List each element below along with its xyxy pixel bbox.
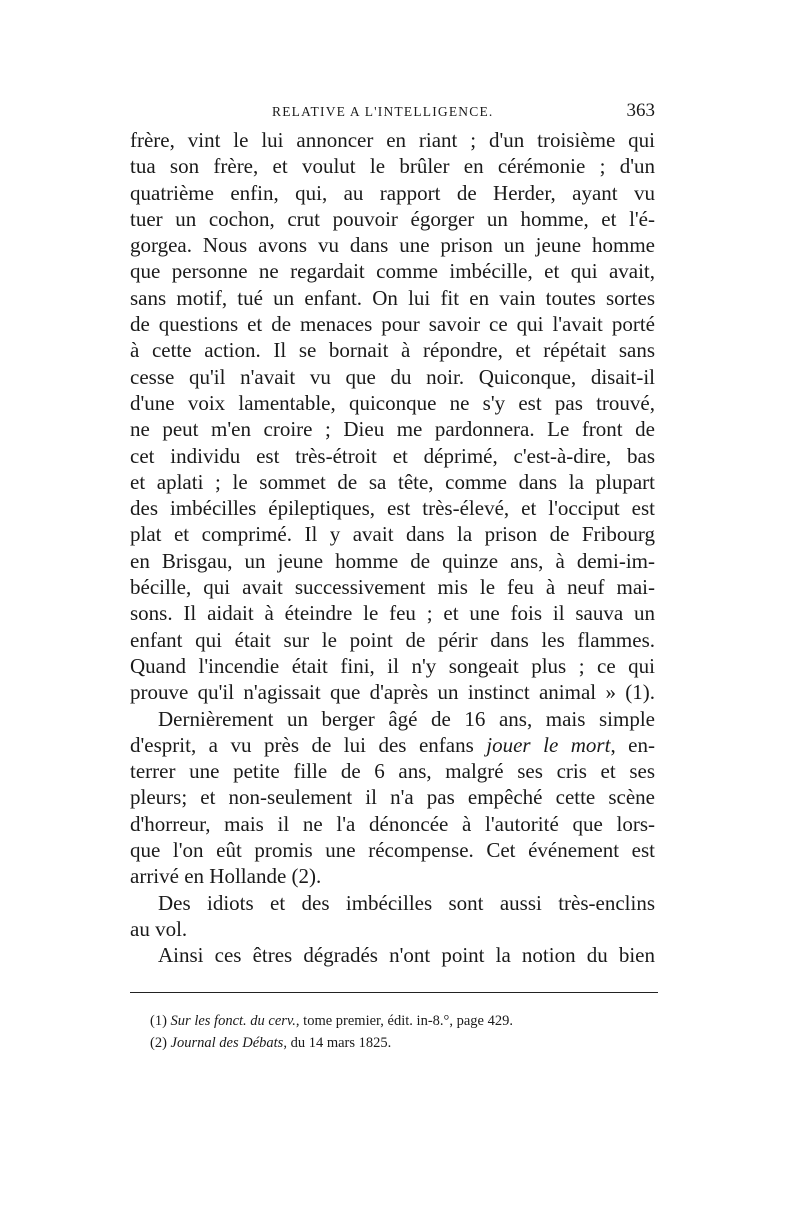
text-line: bécille, qui avait successivement mis le feu à neuf mai- xyxy=(130,575,655,600)
italic-phrase: jouer le mort xyxy=(486,732,611,757)
text-line: d'une voix lamentable, quiconque ne s'y est pas trouvé, xyxy=(130,390,655,415)
text-line: que l'on eût promis une récompense. Cet événement est xyxy=(130,838,655,863)
text-line: prouve qu'il n'agissait que d'après un instinct animal » (1). xyxy=(130,680,655,705)
text-line: sans motif, tué un enfant. On lui fit en vain toutes sortes xyxy=(130,285,655,310)
paragraph-first-line: Des idiots et des imbécilles sont aussi très-enclins xyxy=(158,890,655,915)
text-line: tua son frère, et voulut le brûler en cérémonie ; d'un xyxy=(130,154,655,179)
paragraph-first-line: Ainsi ces êtres dégradés n'ont point la notion du bien xyxy=(158,943,655,968)
text-line: d'horreur, mais il ne l'a dénoncée à l'autorité que lors- xyxy=(130,811,655,836)
footnote-mark: (2) xyxy=(150,1035,167,1051)
body-text xyxy=(130,127,655,969)
footnotes xyxy=(150,1010,660,1054)
text-line: des imbécilles épileptiques, est très-élevé, et l'occiput est xyxy=(130,496,655,521)
text-line: et aplati ; le sommet de sa tête, comme dans la plupart xyxy=(130,469,655,494)
page-number: 363 xyxy=(626,100,655,121)
text-line-with-italic xyxy=(130,732,655,758)
text-line: frère, vint le lui annoncer en riant ; d'un troisième qui xyxy=(130,128,655,152)
footnote-text: , tome premier, édit. in-8.°, page 429. xyxy=(295,1013,513,1029)
text-line: gorgea. Nous avons vu dans une prison un jeune homme xyxy=(130,233,655,258)
footnote-title: Journal des Débats xyxy=(170,1035,284,1051)
footnote-mark: (1) xyxy=(150,1013,167,1029)
text-line: ne peut m'en croire ; Dieu me pardonnera. Le front de xyxy=(130,417,655,442)
text-line: à cette action. Il se bornait à répondre, et répétait sans xyxy=(130,338,655,363)
text-line: que personne ne regardait comme imbécille, et qui avait, xyxy=(130,259,655,284)
text-line: tuer un cochon, crut pouvoir égorger un homme, et l'é- xyxy=(130,206,655,231)
text-line: terrer une petite fille de 6 ans, malgré ses cris et ses xyxy=(130,759,655,784)
paragraph-last-line: au vol. xyxy=(130,916,188,941)
text-line: Quand l'incendie était fini, il n'y songeait plus ; ce qui xyxy=(130,653,655,678)
text-line: en Brisgau, un jeune homme de quinze ans, à demi-im- xyxy=(130,548,655,573)
text-segment: d'esprit, a vu près de lui des enfans xyxy=(130,732,474,757)
text-line: pleurs; et non-seulement il n'a pas empêché cette scène xyxy=(130,785,655,810)
text-line: enfant qui était sur le point de périr dans les flammes. xyxy=(130,627,655,652)
footnote-title: Sur les fonct. du cerv. xyxy=(170,1013,296,1029)
footnote-rule xyxy=(130,992,658,993)
footnote-text: , du 14 mars 1825. xyxy=(283,1035,392,1051)
text-line: sons. Il aidait à éteindre le feu ; et une fois il sauva un xyxy=(130,601,655,626)
text-line: quatrième enfin, qui, au rapport de Herder, ayant vu xyxy=(130,180,655,205)
text-line: de questions et de menaces pour savoir ce qui l'avait porté xyxy=(130,312,655,337)
text-segment: , en- xyxy=(610,732,655,757)
text-line: plat et comprimé. Il y avait dans la prison de Fribourg xyxy=(130,522,655,547)
paragraph-first-line: Dernièrement un berger âgé de 16 ans, mais simple xyxy=(158,706,655,731)
footnote-2 xyxy=(150,1032,660,1054)
footnote-1 xyxy=(150,1010,660,1032)
running-title: RELATIVE A L'INTELLIGENCE. xyxy=(272,104,494,119)
paragraph-last-line: arrivé en Hollande (2). xyxy=(130,864,322,889)
text-line: cesse qu'il n'avait vu que du noir. Quiconque, disait-il xyxy=(130,364,655,389)
text-line: cet individu est très-étroit et déprimé, c'est-à-dire, bas xyxy=(130,443,655,468)
page-header xyxy=(130,100,655,124)
